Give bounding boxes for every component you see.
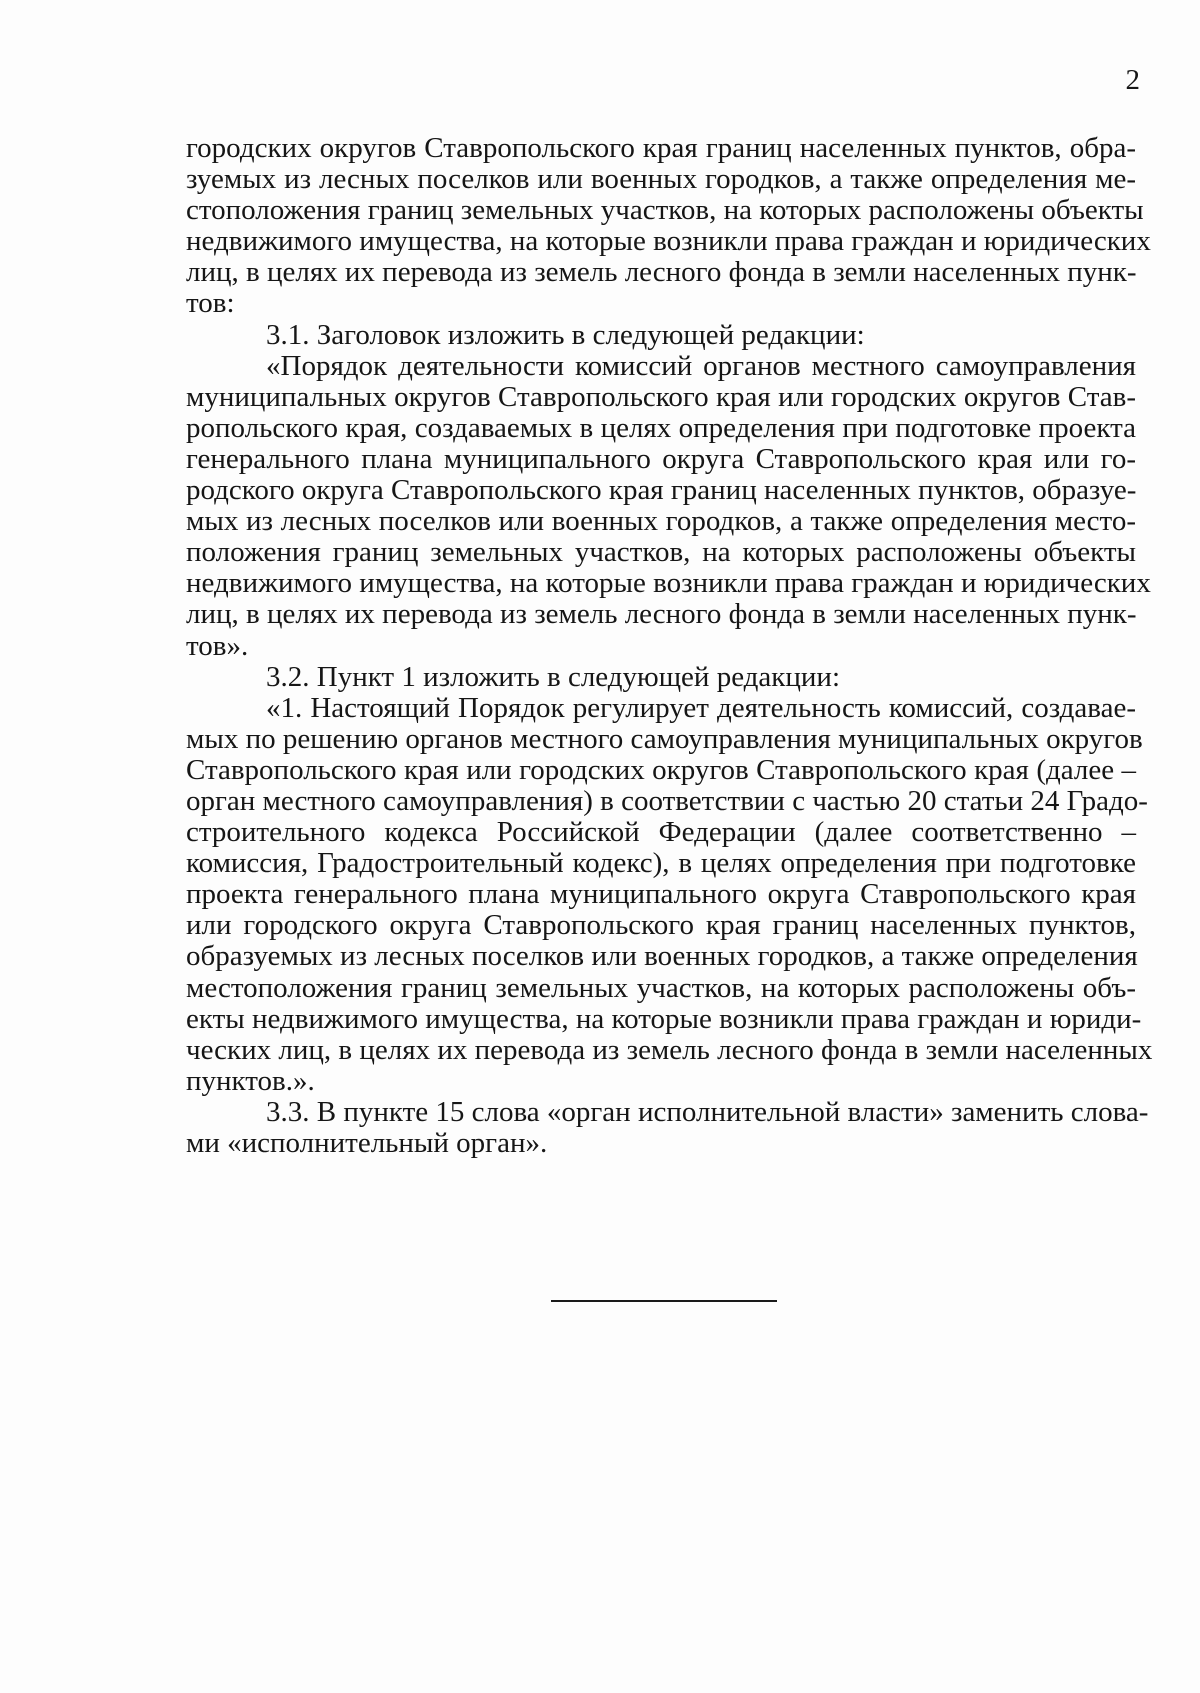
text-line: екты недвижимого имущества, на которые возникли права граждан и юриди- — [186, 1002, 1142, 1035]
text-line: мых из лесных поселков или военных городков, а также определения место- — [186, 505, 1136, 538]
text-line: лиц, в целях их перевода из земель лесного фонда в земли населенных пунк- — [186, 256, 1137, 289]
text-line: недвижимого имущества, на которые возникли права граждан и юридических — [186, 567, 1151, 600]
text-line: образуемых из лесных поселков или военных городков, а также определения — [186, 940, 1138, 973]
document-body — [186, 132, 1153, 1159]
text-line: стоположения границ земельных участков, на которых расположены объекты — [186, 194, 1144, 227]
text-line: генерального плана муниципального округа Ставропольского края или го- — [186, 442, 1136, 475]
text-line: родского округа Ставропольского края границ населенных пунктов, образуе- — [186, 474, 1137, 507]
text-line: ропольского края, создаваемых в целях определения при подготовке проекта — [186, 411, 1136, 444]
text-line: муниципальных округов Ставропольского края или городских округов Став- — [186, 380, 1136, 413]
paragraph-item-3-1 — [186, 320, 1136, 351]
paragraph-continuation — [186, 132, 1151, 320]
text-line: или городского округа Ставропольского края границ населенных пунктов, — [186, 909, 1136, 942]
text-line: положения границ земельных участков, на которых расположены объекты — [186, 536, 1136, 569]
text-line: тов: — [186, 287, 235, 320]
text-line: лиц, в целях их перевода из земель лесного фонда в земли населенных пунк- — [186, 598, 1137, 631]
text-line: строительного кодекса Российской Федерации (далее соответственно – — [186, 816, 1136, 849]
text-line: 3.1. Заголовок изложить в следующей редакции: — [266, 318, 865, 351]
paragraph-item-3-2 — [186, 662, 1136, 693]
text-line: недвижимого имущества, на которые возникли права граждан и юридических — [186, 225, 1151, 258]
text-line: 3.2. Пункт 1 изложить в следующей редакции: — [266, 660, 841, 693]
page-number: 2 — [1125, 64, 1140, 96]
text-line: городских округов Ставропольского края границ населенных пунктов, обра- — [186, 132, 1136, 164]
text-line: мых по решению органов местного самоуправления муниципальных округов — [186, 722, 1143, 755]
text-line: ми «исполнительный орган». — [186, 1127, 548, 1159]
paragraph-item-3-3 — [186, 1095, 1149, 1159]
text-line: орган местного самоуправления) в соответствии с частью 20 статьи 24 Градо- — [186, 784, 1148, 817]
text-line: 3.3. В пункте 15 слова «орган исполнительной власти» заменить слова- — [266, 1095, 1149, 1128]
text-line: ческих лиц, в целях их перевода из земель лесного фонда в земли населенных — [186, 1033, 1153, 1066]
text-line: Ставропольского края или городских округов Ставропольского края (далее – — [186, 753, 1136, 786]
end-divider — [551, 1300, 777, 1302]
text-line: проекта генерального плана муниципального округа Ставропольского края — [186, 878, 1136, 911]
paragraph-quoted-point-1 — [186, 691, 1153, 1097]
text-line: тов». — [186, 629, 249, 662]
paragraph-quoted-title — [186, 349, 1151, 662]
text-line: пунктов.». — [186, 1064, 315, 1097]
text-line: «1. Настоящий Порядок регулирует деятельность комиссий, создавае- — [266, 691, 1136, 724]
text-line: зуемых из лесных поселков или военных городков, а также определения ме- — [186, 163, 1136, 196]
text-line: местоположения границ земельных участков, на которых расположены объ- — [186, 971, 1136, 1004]
text-line: комиссия, Градостроительный кодекс), в целях определения при подготовке — [186, 847, 1136, 880]
text-line: «Порядок деятельности комиссий органов местного самоуправления — [266, 349, 1136, 382]
